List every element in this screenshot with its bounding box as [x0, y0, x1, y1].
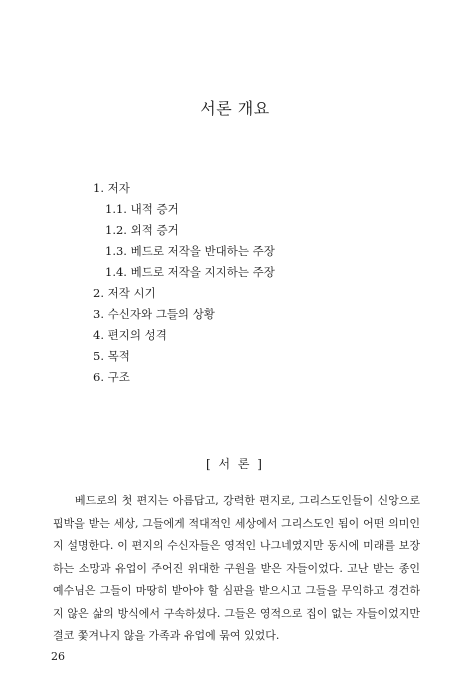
toc-item: 1.4. 베드로 저작을 지지하는 주장: [105, 265, 275, 279]
toc-item: 3. 수신자와 그들의 상황: [93, 307, 215, 321]
body-text: [53, 490, 420, 648]
body-paragraph: 베드로의 첫 편지는 아름답고, 강력한 편지로, 그리스도인들이 신앙으로 핍박을 받는 세상, 그들에게 적대적인 세상에서 그리스도인 됨이 어떤 의미인지 설명한다. 이 편지의 수신자들은 영적인 나그네였지만 동시에 미래를 보장하는 소망과 유업이 주어진 위대한 구원을 받은 자들이었다. 고난 받는 종인 예수님은 그들이 마땅히 받아야 할 심판을 받으시고 그들을 무익하고 경건하지 않은 삶의 방식에서 구속하셨다. 그들은 영적으로 집이 없는 자들이었지만 결코 쫓겨나지 않을 가족과 유업에 묶여 있었다.: [53, 494, 420, 642]
toc-item: 1. 저자: [93, 181, 130, 195]
toc-item: 1.1. 내적 증거: [105, 202, 179, 216]
table-of-contents: [93, 178, 275, 388]
toc-item: 4. 편지의 성격: [93, 328, 167, 342]
section-heading: [ 서 론 ]: [206, 457, 264, 471]
toc-item: 1.2. 외적 증거: [105, 223, 179, 237]
page-number: 26: [51, 650, 65, 663]
toc-item: 6. 구조: [93, 370, 130, 384]
toc-item: 5. 목적: [93, 349, 130, 363]
toc-item: 1.3. 베드로 저작을 반대하는 주장: [105, 244, 275, 258]
page-title: 서론 개요: [200, 99, 270, 118]
toc-item: 2. 저작 시기: [93, 286, 156, 300]
